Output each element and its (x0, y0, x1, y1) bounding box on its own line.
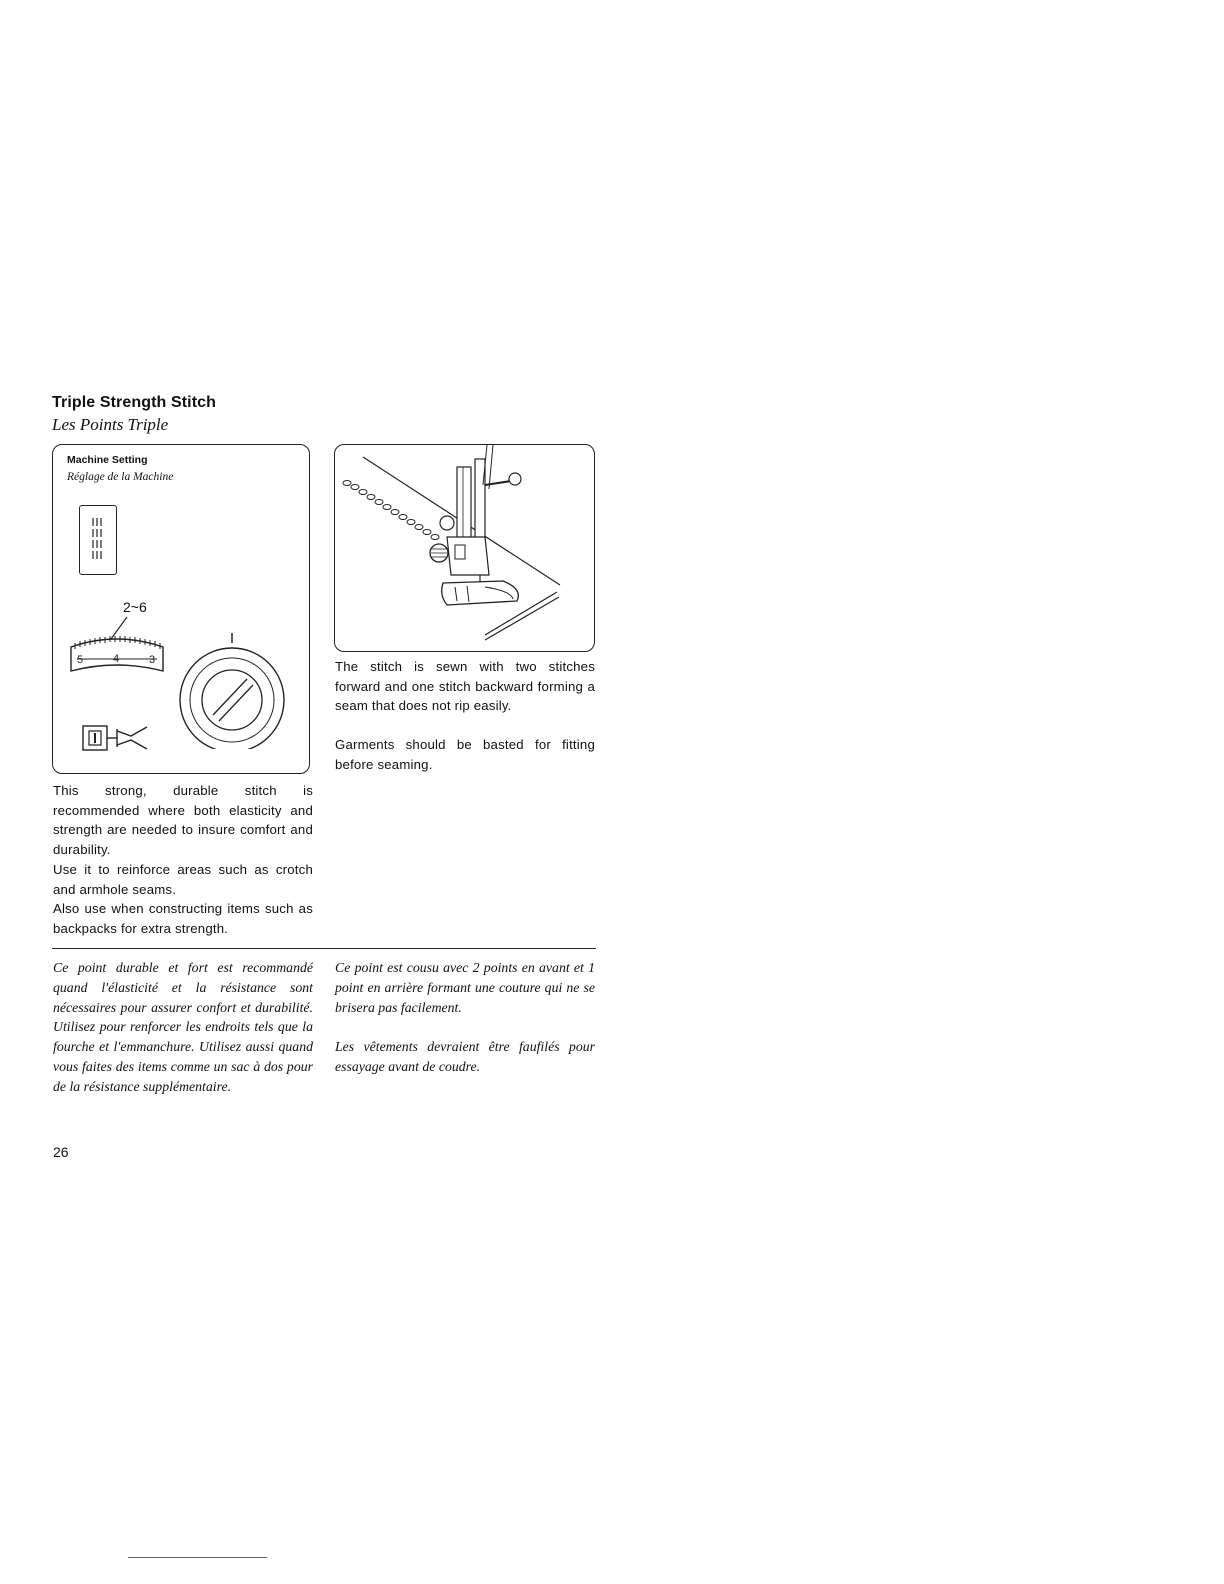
paragraph: The stitch is sewn with two stitches forward and one stitch backward forming a seam that does not rip easily. (335, 659, 595, 714)
paragraph: This strong, durable stitch is recommended where both elasticity and strength are needed to insure comfort and durability. (53, 783, 313, 858)
french-text-right (335, 958, 595, 1077)
length-dial-mark: 3 (149, 654, 156, 666)
paragraph: Garments should be basted for fitting before seaming. (335, 737, 595, 772)
machine-setting-label-french: Réglage de la Machine (67, 471, 174, 483)
pattern-selector-dial-icon (175, 631, 289, 749)
paragraph: Ce point durable et fort est recommandé quand l'élasticité et la résistance sont nécessaires pour assurer confort et durabilité. Utilisez pour renforcer les endroits tels que la fourche et l'emmanchure. Utilisez aussi quand vous faites des items comme un sac à dos pour de la résistance supplémentaire. (53, 960, 313, 1094)
paragraph: Les vêtements devraient être faufilés pour essayage avant de coudre. (335, 1039, 595, 1075)
page-number: 26 (53, 1144, 69, 1160)
english-text-right (335, 657, 595, 775)
section-title: Triple Strength Stitch (52, 394, 216, 411)
paragraph: Also use when constructing items such as backpacks for extra strength. (53, 901, 313, 936)
section-divider (52, 948, 596, 949)
stitch-length-dial-icon (67, 613, 167, 675)
section-title-french: Les Points Triple (52, 415, 169, 434)
machine-setting-label: Machine Setting (67, 454, 148, 466)
english-text-left (53, 781, 313, 939)
length-dial-mark: 4 (113, 653, 120, 665)
paragraph: Ce point est cousu avec 2 points en avant et 1 point en arrière formant une couture qui ne se brisera pas facilement. (335, 960, 595, 1015)
paragraph: Use it to reinforce areas such as crotch and armhole seams. (53, 861, 313, 897)
presser-foot-icon (81, 723, 151, 755)
french-text-left (53, 958, 313, 1097)
length-dial-mark: 5 (77, 654, 84, 666)
stitch-length-range: 2~6 (123, 599, 147, 615)
presser-foot-sewing-illustration (334, 444, 595, 652)
stitch-pattern-panel-icon (79, 505, 117, 575)
bottom-divider (128, 1557, 267, 1558)
machine-setting-panel (52, 444, 310, 774)
